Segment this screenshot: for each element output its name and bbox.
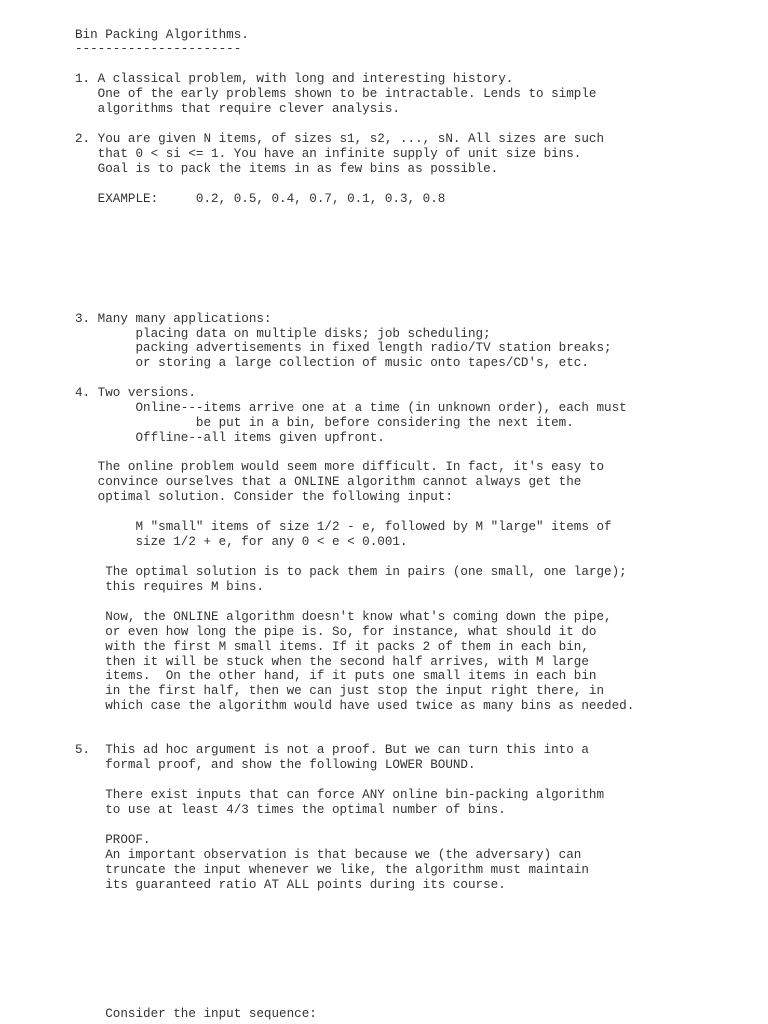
doc-line: 3. Many many applications:	[75, 312, 272, 326]
doc-line: There exist inputs that can force ANY online bin-packing algorithm	[75, 788, 605, 802]
doc-line: The optimal solution is to pack them in pairs (one small, one large);	[75, 565, 627, 579]
doc-title: Bin Packing Algorithms.	[75, 28, 249, 42]
doc-line: Goal is to pack the items in as few bins as possible.	[75, 162, 499, 176]
doc-line: this requires M bins.	[75, 580, 264, 594]
doc-line: in the first half, then we can just stop the input right there, in	[75, 684, 605, 698]
doc-line: algorithms that require clever analysis.	[75, 102, 400, 116]
doc-line: The online problem would seem more difficult. In fact, it's easy to	[75, 460, 605, 474]
doc-line: An important observation is that because we (the adversary) can	[75, 848, 582, 862]
doc-line: formal proof, and show the following LOWER BOUND.	[75, 758, 476, 772]
doc-line: to use at least 4/3 times the optimal number of bins.	[75, 803, 506, 817]
doc-line: or even how long the pipe is. So, for instance, what should it do	[75, 625, 597, 639]
doc-line: packing advertisements in fixed length radio/TV station breaks;	[75, 341, 612, 355]
doc-line: convince ourselves that a ONLINE algorithm cannot always get the	[75, 475, 582, 489]
doc-line: 5. This ad hoc argument is not a proof. But we can turn this into a	[75, 743, 589, 757]
doc-line: then it will be stuck when the second half arrives, with M large	[75, 655, 589, 669]
doc-line: One of the early problems shown to be intractable. Lends to simple	[75, 87, 597, 101]
doc-line: that 0 < si <= 1. You have an infinite supply of unit size bins.	[75, 147, 582, 161]
doc-line: M "small" items of size 1/2 - e, followed by M "large" items of	[75, 520, 612, 534]
example-line: EXAMPLE: 0.2, 0.5, 0.4, 0.7, 0.1, 0.3, 0.8	[75, 192, 446, 206]
doc-line: truncate the input whenever we like, the algorithm must maintain	[75, 863, 589, 877]
doc-line: or storing a large collection of music onto tapes/CD's, etc.	[75, 356, 589, 370]
doc-line: optimal solution. Consider the following input:	[75, 490, 453, 504]
doc-line: its guaranteed ratio AT ALL points during its course.	[75, 878, 506, 892]
doc-line: 4. Two versions.	[75, 386, 196, 400]
doc-line: items. On the other hand, if it puts one small items in each bin	[75, 669, 597, 683]
proof-heading: PROOF.	[75, 833, 151, 847]
doc-line: Consider the input sequence:	[75, 1007, 317, 1021]
doc-line: Online---items arrive one at a time (in unknown order), each must	[75, 401, 627, 415]
doc-line: which case the algorithm would have used twice as many bins as needed.	[75, 699, 635, 713]
doc-line: 1. A classical problem, with long and interesting history.	[75, 72, 514, 86]
doc-line: be put in a bin, before considering the next item.	[75, 416, 574, 430]
doc-line: size 1/2 + e, for any 0 < e < 0.001.	[75, 535, 408, 549]
doc-line: Offline--all items given upfront.	[75, 431, 385, 445]
title-underline: ----------------------	[75, 42, 242, 56]
doc-line: 2. You are given N items, of sizes s1, s2, ..., sN. All sizes are such	[75, 132, 605, 146]
doc-line: with the first M small items. If it packs 2 of them in each bin,	[75, 640, 589, 654]
doc-line: placing data on multiple disks; job scheduling;	[75, 327, 491, 341]
doc-line: Now, the ONLINE algorithm doesn't know what's coming down the pipe,	[75, 610, 612, 624]
